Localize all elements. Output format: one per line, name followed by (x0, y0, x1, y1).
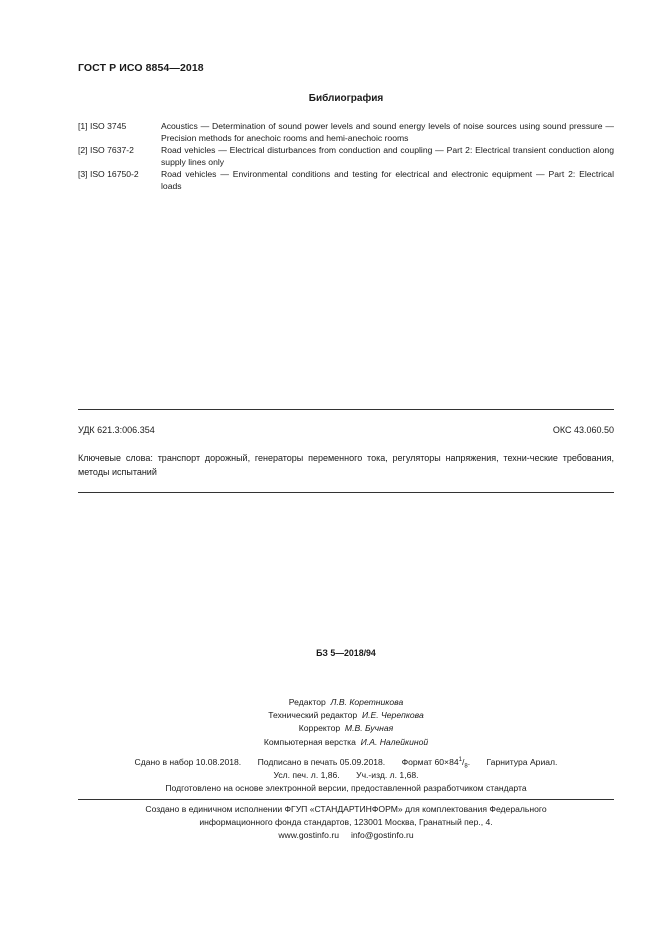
document-header: ГОСТ Р ИСО 8854—2018 (78, 62, 204, 74)
bibliography-ref: [3] ISO 16750-2 (78, 169, 139, 180)
imprint-submitted: Сдано в набор 10.08.2018. (134, 757, 242, 767)
bibliography-ref: [1] ISO 3745 (78, 121, 127, 131)
credit-name: Л.В. Коретникова (330, 697, 404, 707)
divider-footer (78, 799, 614, 800)
bibliography-text: Road vehicles — Environmental conditions and testing for electrical and electronic equipment — Part 2: Electrical loads (161, 169, 614, 191)
divider-bottom (78, 492, 614, 493)
credit-line (78, 722, 614, 735)
credit-name: М.В. Бучная (344, 723, 394, 734)
bibliography-text: Road vehicles — Electrical disturbances from conduction and coupling — Part 2: Electrical transient conduction along supply lines only (161, 145, 614, 167)
credits-block (78, 696, 614, 749)
footer-line: информационного фонда стандартов, 123001 Москва, Гранатный пер., 4. (199, 817, 493, 828)
bibliography-ref: [2] ISO 7637-2 (78, 145, 134, 156)
footer-email-link[interactable]: info@gostinfo.ru (350, 830, 414, 841)
credit-line (78, 709, 614, 722)
footer-site-link[interactable]: www.gostinfo.ru (278, 830, 339, 841)
imprint-prepared: Подготовлено на основе электронной версии, предоставленной разработчиком стандарта (165, 783, 527, 794)
imprint-uch-izd: Уч.-изд. л. 1,68. (356, 770, 419, 781)
credit-role: Технический редактор (268, 710, 358, 721)
bibliography-title: Библиография (308, 93, 384, 104)
credit-name: И.А. Налейкиной (360, 736, 429, 747)
bibliography-text: Acoustics — Determination of sound power levels and sound energy levels of noise sources using sound pressure — Precision methods for anechoic rooms and hemi-anechoic rooms (161, 121, 614, 143)
keywords: Ключевые слова: транспорт дорожный, генераторы переменного тока, регуляторы напряжения, техни-ческие требования, методы испытаний (78, 453, 614, 477)
bz-number: БЗ 5—2018/94 (316, 648, 376, 658)
bibliography-entry (78, 145, 614, 168)
divider-top (78, 409, 614, 410)
footer-block (78, 803, 614, 843)
footer-line: Создано в единичном исполнении ФГУП «СТАНДАРТИНФОРМ» для комплектования Федерального (145, 804, 547, 814)
imprint-block (78, 756, 614, 796)
credit-line (78, 696, 614, 709)
imprint-line (78, 769, 614, 782)
credit-role: Корректор (298, 723, 341, 734)
bibliography-entry (78, 121, 614, 144)
imprint-format: Формат $60\times 84^1/_8$. (401, 757, 471, 770)
credit-line (78, 736, 614, 749)
imprint-usl-pech: Усл. печ. л. 1,86. (273, 770, 340, 781)
bibliography-entry (78, 169, 614, 192)
credit-role: Редактор (288, 697, 326, 707)
credit-role: Компьютерная верстка (263, 736, 356, 747)
oks-code: ОКС 43.060.50 (552, 425, 614, 435)
credit-name: И.Е. Черепкова (361, 710, 424, 721)
imprint-typeface: Гарнитура Ариал. (486, 757, 558, 767)
bibliography-list (78, 121, 614, 194)
imprint-line (78, 756, 614, 769)
footer-contacts (78, 829, 614, 842)
imprint-signed: Подписано в печать 05.09.2018. (257, 757, 386, 767)
udk-code: УДК 621.3:006.354 (78, 425, 155, 435)
